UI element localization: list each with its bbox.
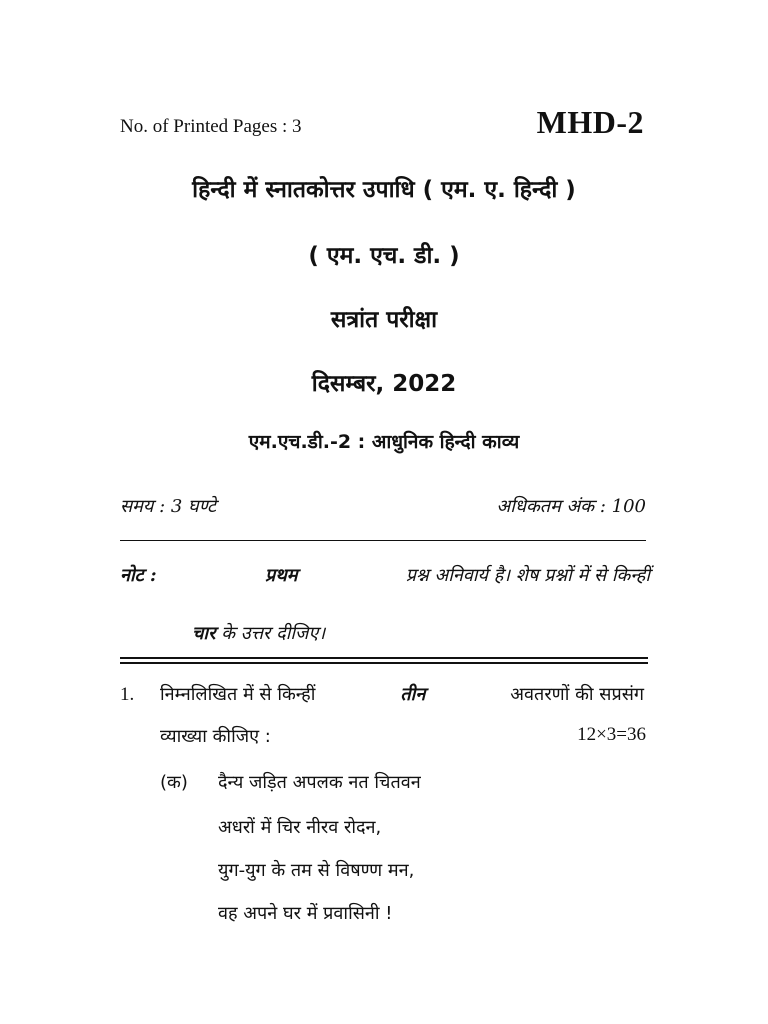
verse-line: वह अपने घर में प्रवासिनी ! — [218, 903, 393, 924]
sub-question-label: (क) — [160, 772, 188, 793]
time-allowed: समय : 3 घण्टे — [120, 496, 217, 517]
note-line-1 — [120, 562, 650, 590]
question-text-line-2 — [160, 724, 646, 748]
note-text-1: प्रश्न अनिवार्य है। शेष प्रश्नों में से किन्हीं — [405, 565, 650, 586]
programme-title: हिन्दी में स्नातकोत्तर उपाधि ( एम. ए. हिन्दी ) — [192, 177, 576, 203]
note-label: नोट : — [120, 565, 157, 586]
question-marks: 12×3=36 — [577, 724, 646, 745]
course-title: एम.एच.डी.-2 : आधुनिक हिन्दी काव्य — [248, 431, 520, 453]
question-text-part-b: अवतरणों की सप्रसंग — [510, 684, 644, 705]
question-text-part-a: निम्नलिखित में से किन्हीं — [160, 684, 316, 705]
exam-type: सत्रांत परीक्षा — [330, 307, 438, 333]
question-number: 1. — [120, 684, 135, 705]
question-text-line-1 — [160, 682, 644, 706]
double-rule-bottom — [120, 662, 648, 664]
verse-line: युग-युग के तम से विषण्ण मन, — [218, 860, 415, 881]
maximum-marks: अधिकतम अंक : 100 — [496, 496, 646, 517]
note-first-word: प्रथम — [264, 565, 298, 586]
note-line-2 — [192, 620, 325, 648]
question-instruction: व्याख्या कीजिए : — [160, 726, 271, 747]
paper-code: MHD-2 — [536, 104, 644, 140]
printed-pages-count: No. of Printed Pages : 3 — [120, 116, 302, 137]
programme-short-code: ( एम. एच. डी. ) — [308, 243, 460, 269]
note-four-word: चार — [192, 623, 216, 644]
exam-session: दिसम्बर, 2022 — [311, 371, 457, 397]
note-text-2: के उत्तर दीजिए। — [221, 623, 326, 644]
question-bold-word: तीन — [400, 684, 426, 705]
verse-line: दैन्य जड़ित अपलक नत चितवन — [218, 772, 421, 793]
verse-line: अधरों में चिर नीरव रोदन, — [218, 817, 382, 838]
double-rule-top — [120, 657, 648, 659]
divider-rule — [120, 540, 646, 541]
